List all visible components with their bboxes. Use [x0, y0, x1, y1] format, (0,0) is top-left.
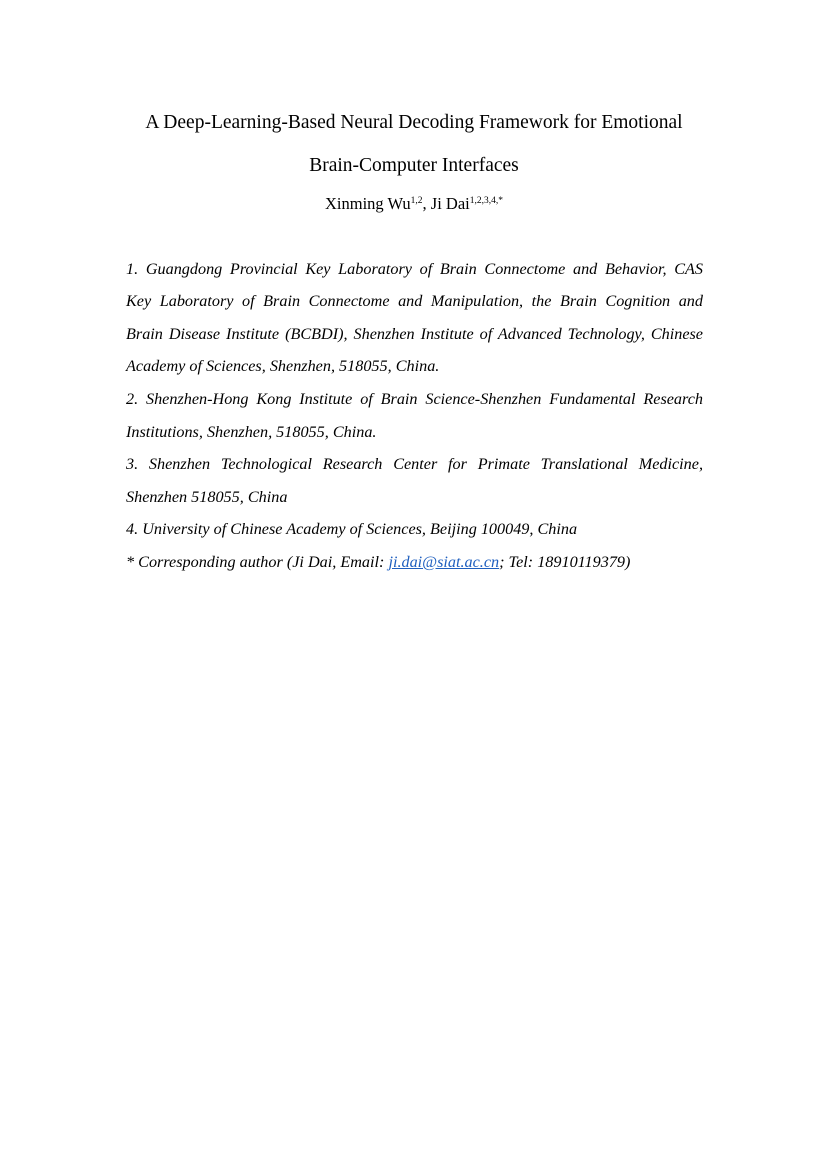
author-separator: , — [422, 194, 431, 213]
author-name: Ji Dai — [430, 194, 470, 213]
affiliation-1-line-2: Key Laboratory of Brain Connectome and Manipulation, the Brain Cognition and — [126, 292, 703, 310]
affiliation-1-line-3: Brain Disease Institute (BCBDI), Shenzhen Institute of Advanced Technology, Chinese — [126, 325, 703, 343]
corresponding-prefix: * Corresponding author (Ji Dai, Email: — [126, 553, 389, 571]
affiliation-2-line-2: Institutions, Shenzhen, 518055, China. — [126, 423, 377, 441]
email-link[interactable]: ji.dai@siat.ac.cn — [388, 553, 500, 571]
author-name: Xinming Wu — [324, 194, 411, 213]
corresponding-suffix: ; Tel: 18910119379) — [499, 553, 631, 571]
author-affiliation-marks: 1,2,3,4,* — [469, 196, 503, 206]
author-list — [0, 193, 828, 215]
affiliation-1-line-1: 1. Guangdong Provincial Key Laboratory of Brain Connectome and Behavior, CAS — [126, 260, 703, 278]
title-line-1: A Deep-Learning-Based Neural Decoding Framework for Emotional — [145, 112, 683, 133]
affiliation-1-line-4: Academy of Sciences, Shenzhen, 518055, China. — [126, 357, 440, 375]
affiliation-3-line-2: Shenzhen 518055, China — [126, 488, 288, 506]
corresponding-author-line — [126, 551, 703, 573]
affiliation-4-line-1: 4. University of Chinese Academy of Sciences, Beijing 100049, China — [126, 520, 578, 538]
title-line-2: Brain-Computer Interfaces — [309, 155, 519, 176]
affiliation-3-line-1: 3. Shenzhen Technological Research Center for Primate Translational Medicine, — [126, 455, 703, 473]
affiliation-2-line-1: 2. Shenzhen-Hong Kong Institute of Brain Science-Shenzhen Fundamental Research — [126, 390, 703, 408]
author-affiliation-marks: 1,2 — [410, 196, 423, 206]
